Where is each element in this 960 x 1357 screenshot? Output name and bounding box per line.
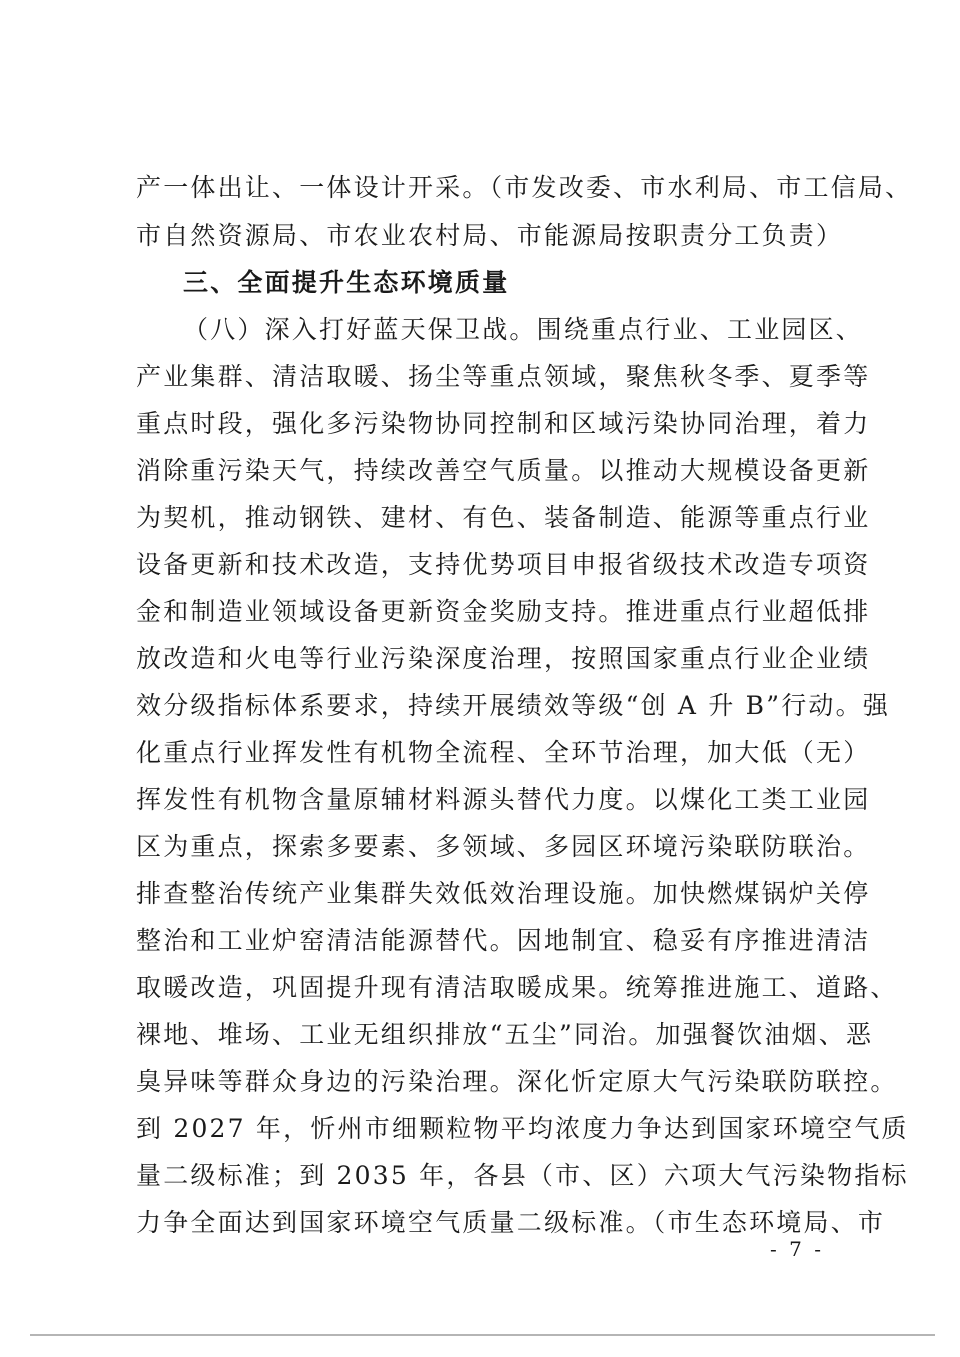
text-line-2: 市自然资源局、市农业农村局、市能源局按职责分工负责）	[136, 221, 844, 250]
text-line-6: 重点时段，强化多污染物协同控制和区域污染协同治理，着力	[136, 409, 871, 438]
text-line-15: 区为重点，探索多要素、多领域、多园区环境污染联防联治。	[136, 832, 871, 861]
text-line-9: 设备更新和技术改造，支持优势项目申报省级技术改造专项资	[136, 550, 871, 579]
text-line-16: 排查整治传统产业集群失效低效治理设施。加快燃煤锅炉关停	[136, 879, 871, 908]
section-heading: 三、全面提升生态环境质量	[183, 268, 510, 297]
text-line-11: 放改造和火电等行业污染深度治理，按照国家重点行业企业绩	[136, 644, 871, 673]
text-line-8: 为契机，推动钢铁、建材、有色、装备制造、能源等重点行业	[136, 503, 871, 532]
paragraph-opening-line: （八）深入打好蓝天保卫战。围绕重点行业、工业园区、	[183, 315, 864, 344]
bottom-divider	[30, 1334, 935, 1336]
text-line-13: 化重点行业挥发性有机物全流程、全环节治理，加大低（无）	[136, 738, 871, 767]
text-line-14: 挥发性有机物含量原辅材料源头替代力度。以煤化工类工业园	[136, 785, 871, 814]
text-line-23: 力争全面达到国家环境空气质量二级标准。（市生态环境局、市	[136, 1208, 886, 1237]
text-line-21: 到 2027 年，忻州市细颗粒物平均浓度力争达到国家环境空气质	[136, 1114, 909, 1143]
text-line-10: 金和制造业领域设备更新资金奖励支持。推进重点行业超低排	[136, 597, 871, 626]
text-line-1: 产一体出让、一体设计开采。（市发改委、市水利局、市工信局、	[136, 173, 913, 202]
text-line-18: 取暖改造，巩固提升现有清洁取暖成果。统筹推进施工、道路、	[136, 973, 898, 1002]
text-line-22: 量二级标准；到 2035 年，各县（市、区）六项大气污染物指标	[136, 1161, 909, 1190]
text-line-19: 裸地、堆场、工业无组织排放“五尘”同治。加强餐饮油烟、恶	[136, 1020, 874, 1049]
text-line-7: 消除重污染天气，持续改善空气质量。以推动大规模设备更新	[136, 456, 871, 485]
page-number: - 7 -	[770, 1237, 824, 1261]
text-line-5: 产业集群、清洁取暖、扬尘等重点领域，聚焦秋冬季、夏季等	[136, 362, 871, 391]
text-line-17: 整治和工业炉窑清洁能源替代。因地制宜、稳妥有序推进清洁	[136, 926, 871, 955]
text-line-20: 臭异味等群众身边的污染治理。深化忻定原大气污染联防联控。	[136, 1067, 898, 1096]
text-line-12: 效分级指标体系要求，持续开展绩效等级“创 A 升 B”行动。强	[136, 691, 891, 720]
